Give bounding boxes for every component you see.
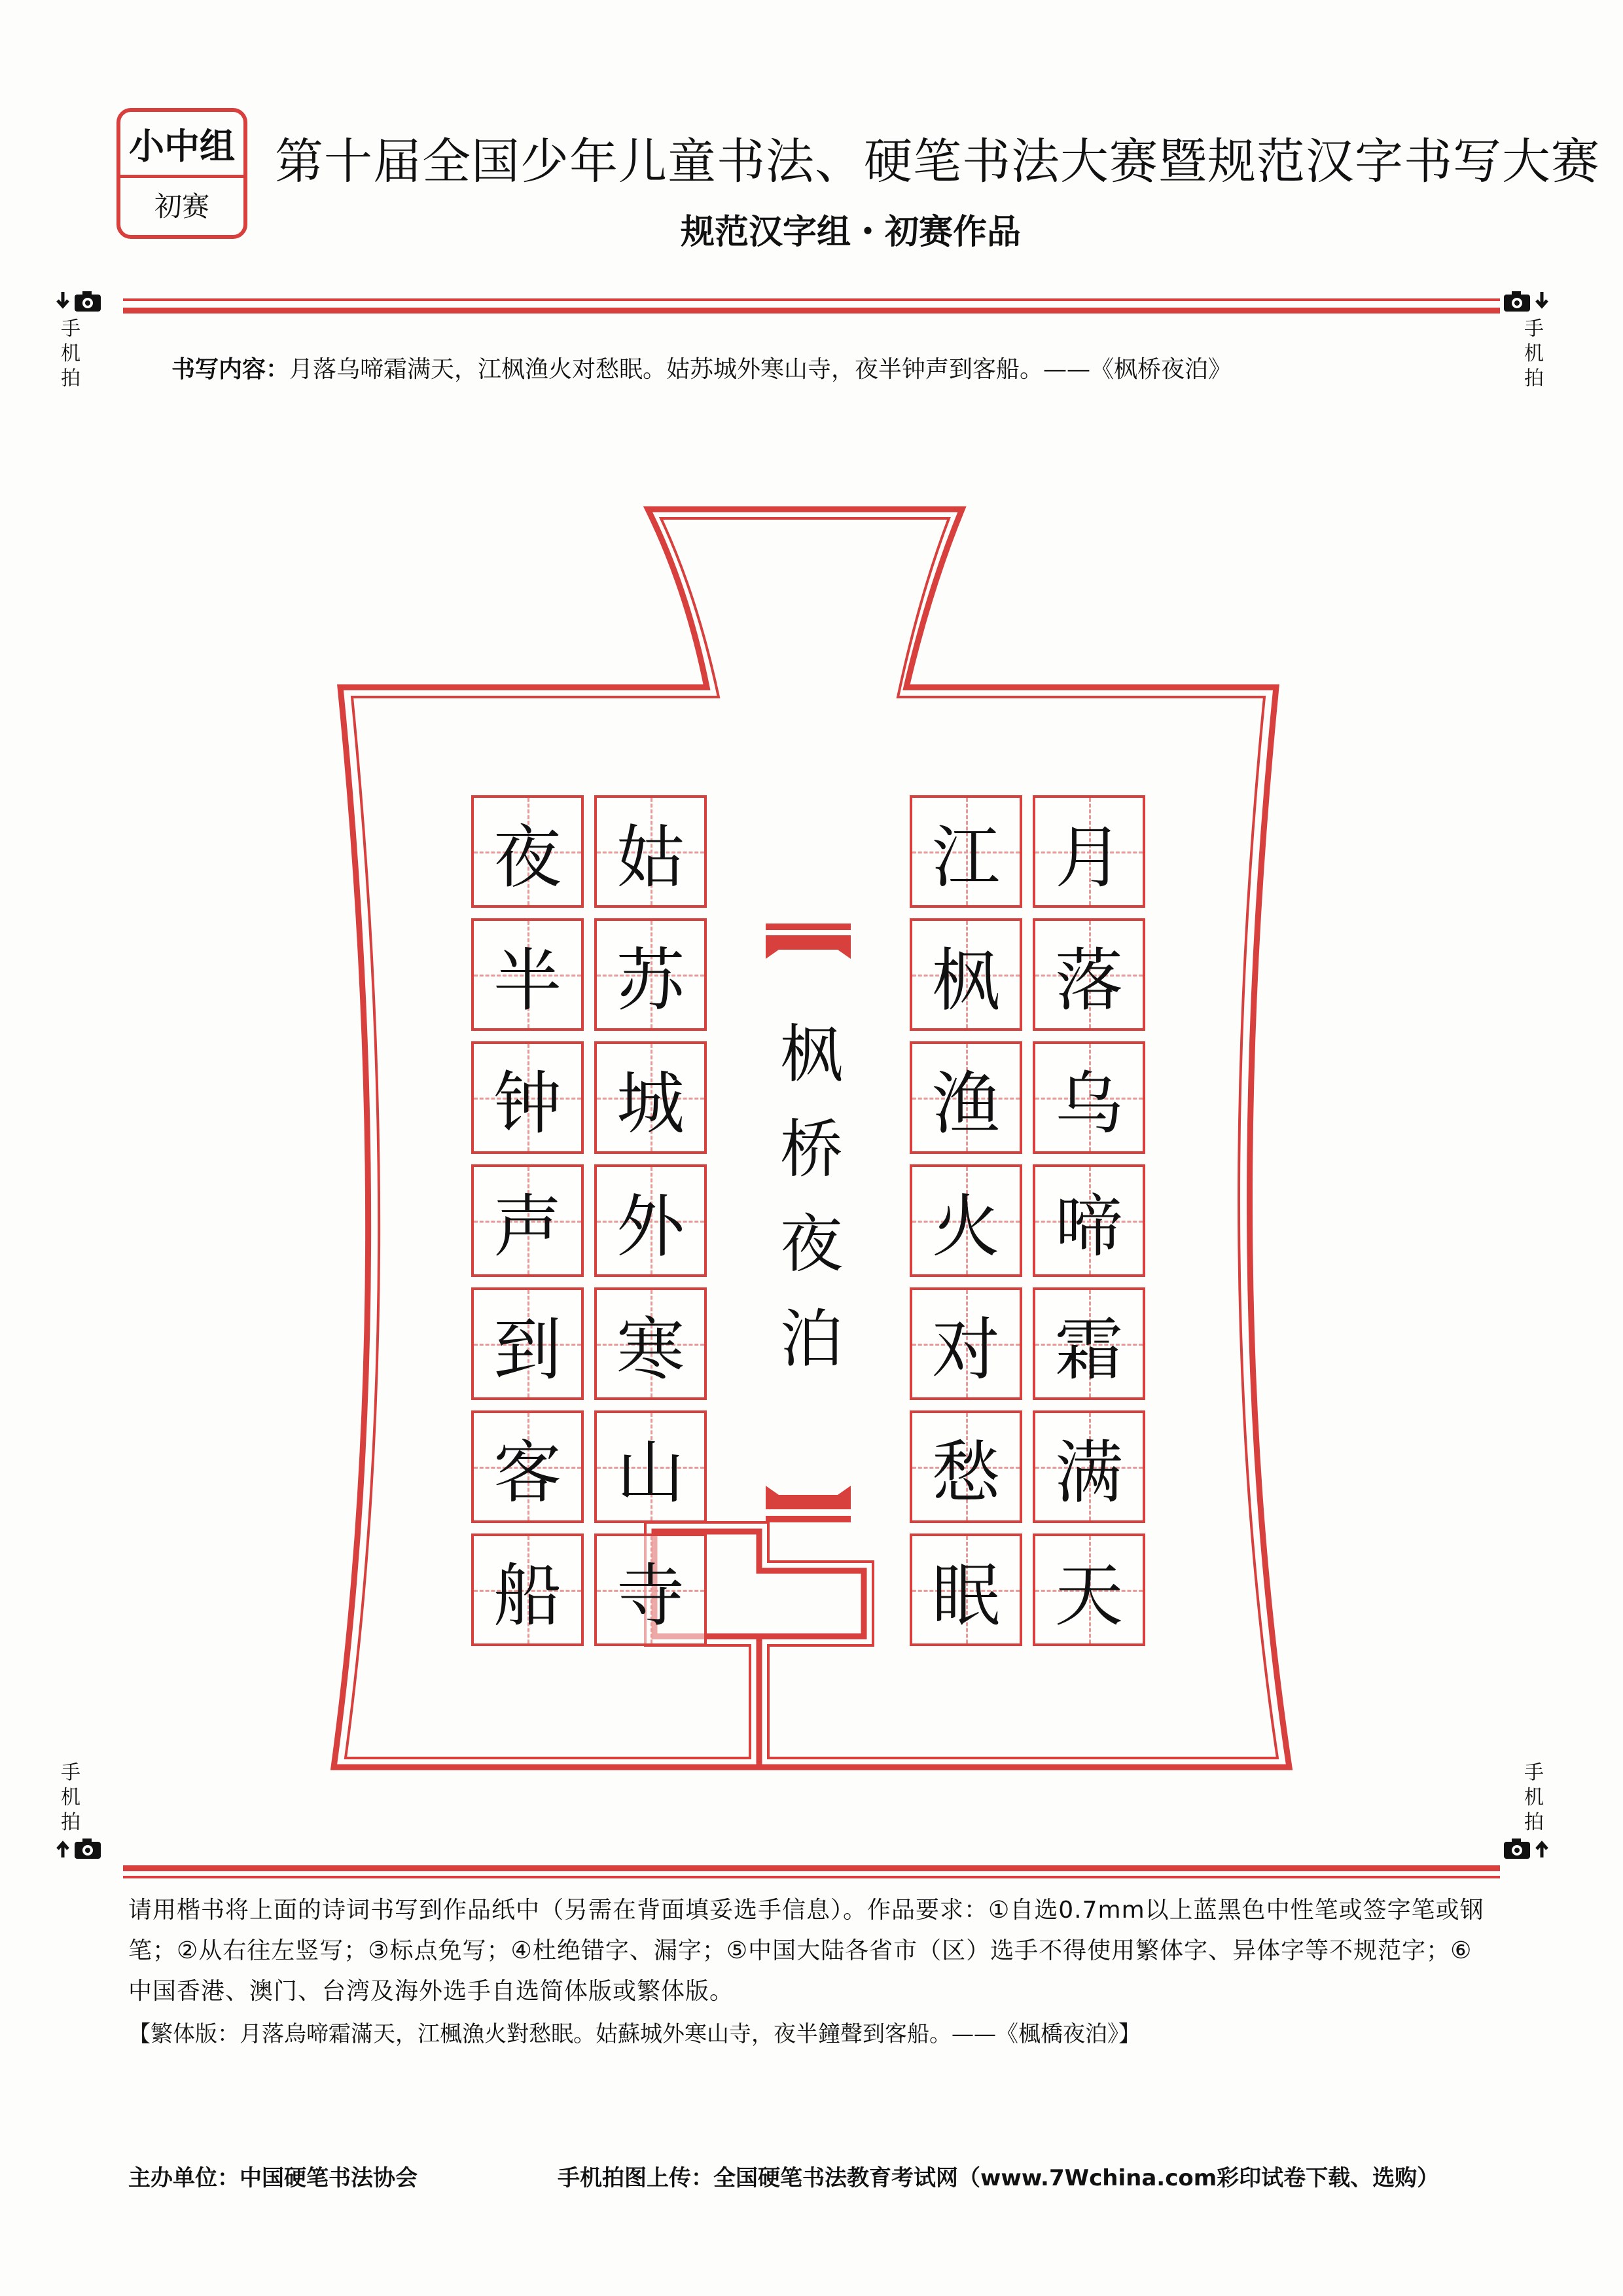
grid-cell: [594, 1534, 707, 1646]
top-rule-thin: [123, 298, 1500, 301]
grid-cell: [1033, 1041, 1145, 1154]
grid-char: 霜: [1054, 1310, 1123, 1390]
bottom-rule-thick: [123, 1865, 1500, 1871]
grid-cell: [910, 1534, 1022, 1646]
poem-title-char: 枫: [780, 1018, 843, 1091]
poem-title-char: 夜: [780, 1208, 843, 1281]
photo-marker-top-left: [55, 288, 107, 391]
grid-cell: [594, 1164, 707, 1277]
grid-char: 落: [1054, 941, 1123, 1020]
photo-label: 手机拍: [1524, 1761, 1544, 1834]
grid-char: 眠: [931, 1556, 1000, 1636]
grid-char: 月: [1054, 817, 1123, 897]
grid-char: 江: [931, 817, 1000, 897]
grid-cell: [594, 1041, 707, 1154]
grid-char: 钟: [493, 1064, 562, 1143]
grid-char: 对: [931, 1310, 1000, 1390]
grid-cell: [910, 795, 1022, 908]
arrow-down-camera-icon: [55, 288, 107, 314]
grid-cell: [1033, 918, 1145, 1031]
grid-cell: [471, 1287, 584, 1400]
grid-cell: [471, 1164, 584, 1277]
grid-char: 寒: [616, 1310, 685, 1390]
grid-char: 城: [616, 1064, 685, 1143]
grid-cell: [471, 1410, 584, 1523]
grid-char: 枫: [931, 941, 1000, 1020]
grid-cell: [910, 1164, 1022, 1277]
photo-marker-top-right: [1501, 288, 1554, 391]
grid-char: 啼: [1054, 1187, 1123, 1266]
page-title: 第十届全国少年儿童书法、硬笔书法大赛暨规范汉字书写大赛: [275, 134, 1600, 190]
grid-char: 寺: [616, 1556, 685, 1636]
page-subtitle: 规范汉字组・初赛作品: [680, 213, 1021, 252]
top-rule-thick: [123, 308, 1500, 314]
grid-char: 乌: [1054, 1064, 1123, 1143]
grid-cell: [594, 795, 707, 908]
grid-cell: [1033, 1534, 1145, 1646]
grid-char: 到: [493, 1310, 562, 1390]
grid-cell: [910, 1410, 1022, 1523]
grid-char: 渔: [931, 1064, 1000, 1143]
grid-char: 山: [616, 1433, 685, 1513]
photo-marker-bottom-left: [55, 1761, 107, 1864]
grid-char: 夜: [493, 817, 562, 897]
arrow-up-camera-icon: [55, 1835, 107, 1861]
grid-cell: [471, 1534, 584, 1646]
photo-label: 手机拍: [1524, 317, 1544, 390]
grid-char: 火: [931, 1187, 1000, 1266]
traditional-version: 【繁体版：月落烏啼霜滿天，江楓漁火對愁眠。姑蘇城外寒山寺，夜半鐘聲到客船。——《楓橋夜泊》】: [128, 2021, 1141, 2047]
grid-cell: [1033, 1410, 1145, 1523]
content-label: 书写内容：: [171, 356, 290, 383]
camera-arrow-down-icon: [1501, 288, 1554, 314]
grid-char: 声: [493, 1187, 562, 1266]
grid-char: 客: [493, 1433, 562, 1513]
grid-cell: [1033, 1287, 1145, 1400]
bottom-rule-thin: [123, 1876, 1500, 1878]
content-text: 月落乌啼霜满天，江枫渔火对愁眠。姑苏城外寒山寺，夜半钟声到客船。——《枫桥夜泊》: [289, 356, 1232, 383]
grid-char: 愁: [931, 1433, 1000, 1513]
grid-cell: [910, 1041, 1022, 1154]
photo-marker-bottom-right: [1501, 1761, 1554, 1864]
grid-char: 外: [616, 1187, 685, 1266]
photo-label: 手机拍: [61, 317, 80, 390]
grid-char: 姑: [616, 817, 685, 897]
grid-char: 船: [493, 1556, 562, 1636]
grid-cell: [471, 795, 584, 908]
grid-cell: [1033, 795, 1145, 908]
grid-cell: [594, 918, 707, 1031]
organizer: 主办单位：中国硬笔书法协会: [128, 2165, 418, 2191]
grid-cell: [594, 1287, 707, 1400]
grid-cell: [910, 918, 1022, 1031]
grid-cell: [594, 1410, 707, 1523]
grid-cell: [471, 1041, 584, 1154]
badge-round: 初赛: [154, 190, 209, 223]
grid-cell: [910, 1287, 1022, 1400]
grid-char: 天: [1054, 1556, 1123, 1636]
grid-cell: [1033, 1164, 1145, 1277]
photo-label: 手机拍: [61, 1761, 80, 1834]
badge-group: 小中组: [120, 112, 243, 178]
instructions: 请用楷书将上面的诗词书写到作品纸中（另需在背面填妥选手信息）。作品要求：①自选0.7mm以上蓝黑色中性笔或签字笔或钢笔；②从右往左竖写；③标点免写；④杜绝错字、漏字；⑤中国大陆各省市（区）选手不得使用繁体字、异体字等不规范字；⑥中国香港、澳门、台湾及海外选手自选简体版或繁体版。: [128, 1897, 1484, 2005]
grid-char: 苏: [616, 941, 685, 1020]
content-line: [171, 351, 1232, 384]
poem-title-char: 泊: [780, 1302, 843, 1376]
ribbon-marker-top: [766, 920, 851, 965]
grid-char: 半: [493, 941, 562, 1020]
poem-title-char: 桥: [780, 1113, 843, 1186]
grid-char: 满: [1054, 1433, 1123, 1513]
grid-cell: [471, 918, 584, 1031]
ribbon-marker-bottom: [766, 1486, 851, 1532]
camera-arrow-up-icon: [1501, 1835, 1554, 1861]
upload-info: 手机拍图上传：全国硬笔书法教育考试网（www.7Wchina.com彩印试卷下载、选购）: [558, 2165, 1440, 2191]
